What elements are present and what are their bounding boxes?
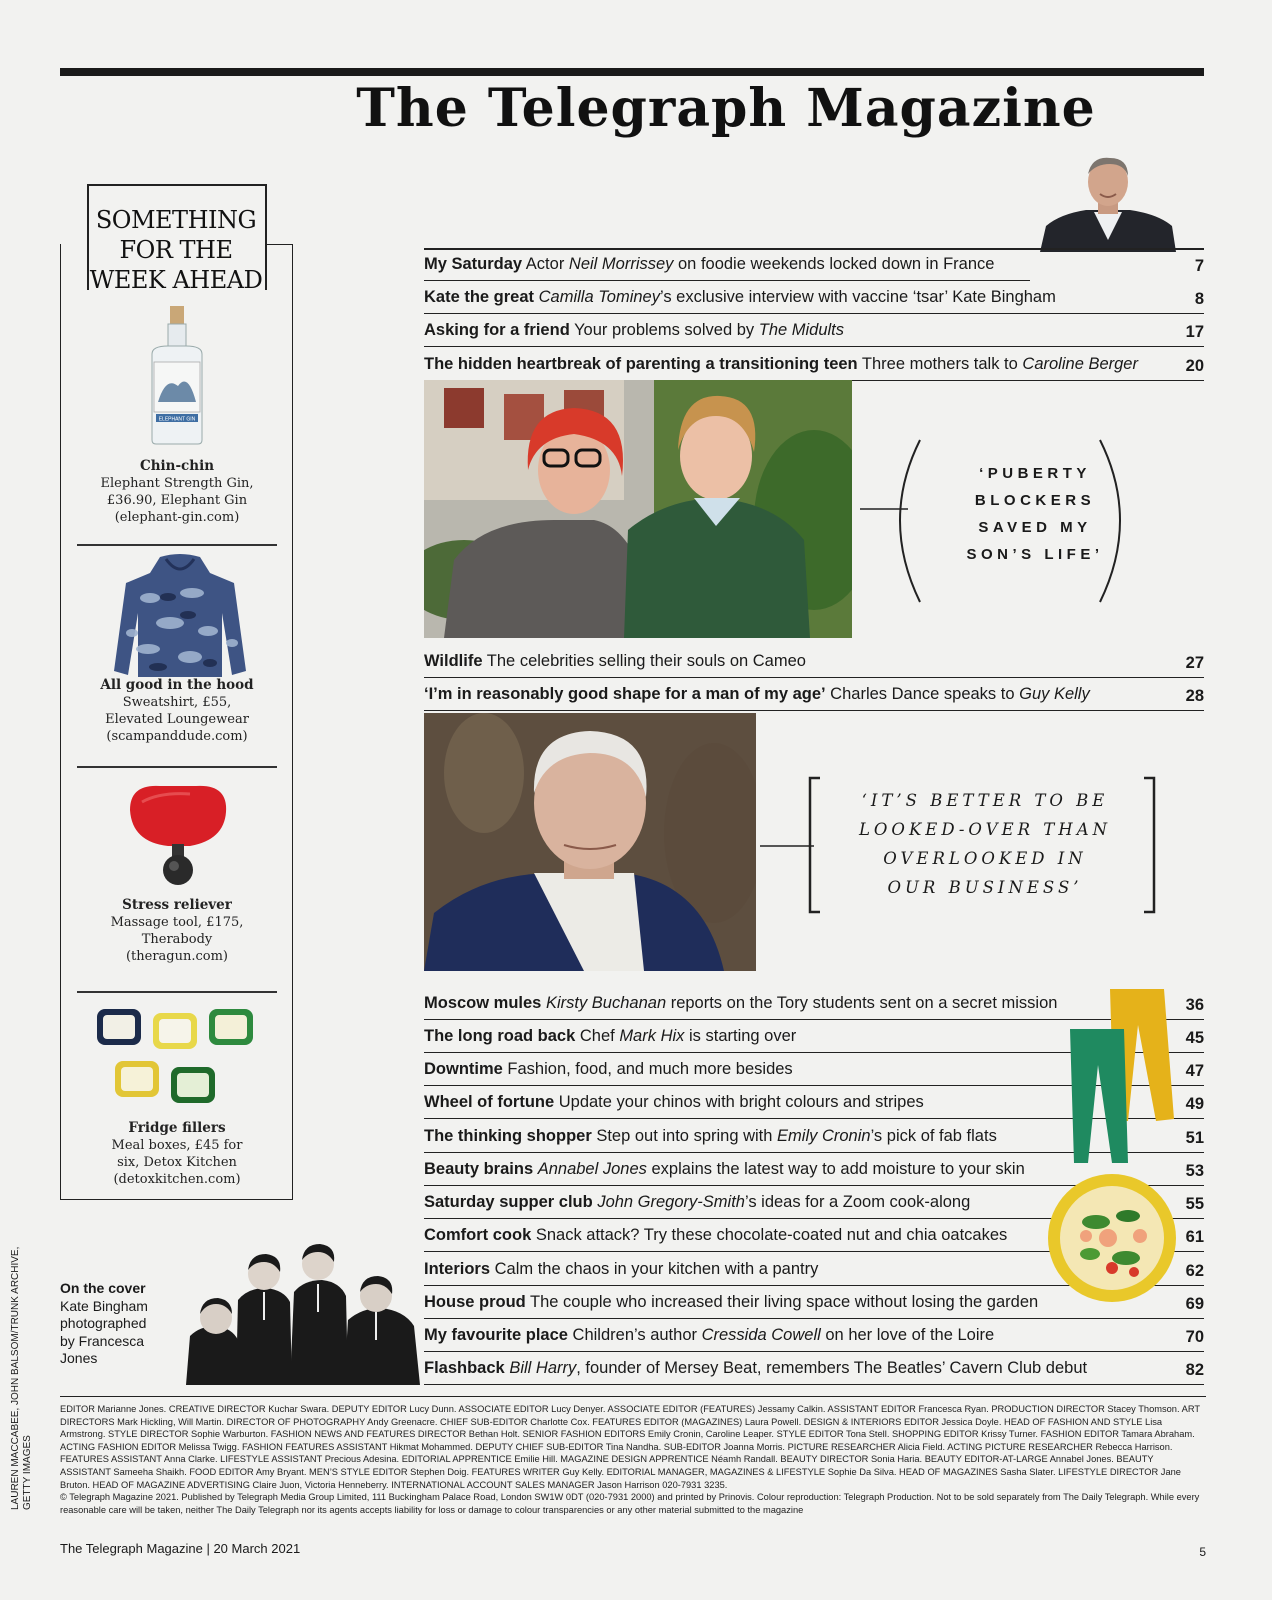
sidebar-divider	[77, 766, 277, 768]
entry-page-number: 61	[1185, 1228, 1204, 1246]
entry-author: Mark Hix	[619, 1027, 685, 1045]
on-the-cover-caption	[60, 1280, 190, 1368]
photo-credit	[10, 1210, 34, 1510]
entry-desc-text: Chef	[575, 1027, 620, 1045]
sidebar-item-title: All good in the hood	[100, 677, 254, 693]
entry-title: My favourite place	[424, 1326, 568, 1344]
hoodie-image	[110, 553, 250, 683]
sidebar-divider	[77, 544, 277, 546]
cover-caption-line: by Francesca	[60, 1332, 145, 1349]
pullquote-line: OVERLOOKED IN	[883, 849, 1087, 868]
sidebar-item-title: Stress reliever	[122, 897, 232, 913]
sidebar-heading-line: FOR THE	[119, 236, 233, 264]
entry-desc-text: ’s exclusive interview with vaccine ‘tsar’ Kate Bingham	[659, 288, 1056, 306]
sidebar-item-line: Massage tool, £175,	[110, 915, 244, 930]
entry-page-number: 47	[1185, 1062, 1204, 1080]
pullquote-puberty-blockers	[922, 450, 1148, 590]
entry-title: Kate the great	[424, 288, 535, 306]
entry-author: Caroline Berger	[1022, 355, 1138, 373]
massage-gun-image	[120, 780, 235, 890]
salad-bowl-image	[1046, 1172, 1178, 1304]
cover-caption-line: Jones	[60, 1350, 98, 1366]
entry-description	[522, 255, 994, 273]
entry-description	[534, 288, 1056, 306]
meal-boxes-image	[95, 1005, 265, 1115]
sidebar-item-title: Fridge fillers	[128, 1120, 226, 1136]
sidebar-item	[77, 1120, 277, 1188]
sidebar-item	[77, 677, 277, 745]
sidebar-item-line: (theragun.com)	[125, 949, 229, 964]
footer-publication-date: The Telegraph Magazine | 20 March 2021	[60, 1541, 301, 1556]
pullquote-line: ‘IT’S BETTER TO BE	[861, 791, 1109, 810]
entry-description	[570, 321, 844, 339]
entry-desc-text: Your problems solved by	[569, 321, 759, 339]
entry-desc-text: is starting over	[684, 1027, 797, 1045]
entry-page-number: 17	[1185, 323, 1204, 341]
sidebar-item-line: (detoxkitchen.com)	[113, 1172, 241, 1187]
photo-credit-line: LAUREN MACCABEE, JOHN BALSOM/TRUNK ARCHIVE,	[10, 1246, 21, 1510]
entry-page-number: 7	[1194, 257, 1204, 275]
entry-page-number: 28	[1185, 687, 1204, 705]
masthead-title: The Telegraph Magazine	[356, 78, 1096, 139]
entry-title: Comfort cook	[424, 1226, 532, 1244]
entry-desc-text: The celebrities selling their souls on Cameo	[482, 652, 806, 670]
sidebar-item-line: Sweatshirt, £55,	[122, 695, 232, 710]
contents-entry[interactable]	[424, 282, 1204, 314]
sidebar-item	[77, 458, 277, 526]
cover-caption-line: Kate Bingham	[60, 1297, 148, 1314]
entry-description	[526, 1293, 1038, 1311]
sidebar-divider	[77, 991, 277, 993]
entry-title: Flashback	[424, 1359, 505, 1377]
entry-title: Saturday supper club	[424, 1193, 593, 1211]
entry-title: Moscow mules	[424, 994, 542, 1012]
entry-desc-text: Children’s author	[567, 1326, 702, 1344]
entry-title: The hidden heartbreak of parenting a transitioning teen	[424, 355, 858, 373]
pullquote-line: ‘PUBERTY	[979, 465, 1091, 482]
entry-description	[503, 1060, 793, 1078]
pullquote-line: SON’S LIFE’	[966, 546, 1104, 563]
entry-page-number: 49	[1185, 1095, 1204, 1113]
entry-desc-text: Actor	[522, 255, 569, 273]
entry-page-number: 69	[1185, 1295, 1204, 1313]
entry-description	[592, 1127, 997, 1145]
entry-title: Interiors	[424, 1260, 491, 1278]
entry-description	[575, 1027, 796, 1045]
entry-desc-text: Update your chinos with bright colours and stripes	[554, 1093, 924, 1111]
entry-title: The thinking shopper	[424, 1127, 592, 1145]
sidebar-item-line: Therabody	[141, 932, 213, 947]
entry-page-number: 51	[1185, 1129, 1204, 1147]
sidebar-item	[77, 897, 277, 965]
entry-page-number: 20	[1185, 357, 1204, 375]
entry-page-number: 62	[1185, 1262, 1204, 1280]
entry-desc-text: The couple who increased their living space without losing the garden	[525, 1293, 1039, 1311]
entry-page-number: 8	[1194, 290, 1204, 308]
entry-description	[490, 1260, 818, 1278]
sidebar-item-line: (scampanddude.com)	[106, 729, 248, 744]
entry-desc-text: Step out into spring with	[591, 1127, 778, 1145]
legal-notice: © Telegraph Magazine 2021. Published by Telegraph Media Group Limited, 111 Buckingham Palace Road, London SW1W 0DT (020-7931 2000) and printed by Prinovis. Colour reproduction: Telegraph Production. Not to be sold separately from The Daily Telegraph. While every reasonable care will be taken, neither The Daily Telegraph nor its agents accepts liability for loss or damage to colour transparencies or any other material submitted to the magazine	[60, 1492, 1200, 1515]
contents-entry[interactable]	[424, 646, 1204, 678]
entry-page-number: 70	[1185, 1328, 1204, 1346]
sidebar-item-title: Chin-chin	[139, 458, 215, 474]
cover-caption-title: On the cover	[60, 1280, 146, 1296]
sidebar-item-line: Elevated Loungewear	[105, 712, 249, 727]
entry-description	[531, 1226, 1007, 1244]
pullquote-line: LOOKED-OVER THAN	[858, 820, 1112, 839]
entry-description	[541, 994, 1057, 1012]
cover-caption-line: photographed	[60, 1315, 147, 1331]
entry-description	[858, 355, 1138, 373]
photo-credit-line: GETTY IMAGES	[22, 1435, 33, 1510]
contents-entry[interactable]	[424, 249, 1204, 281]
entry-title: Beauty brains	[424, 1160, 534, 1178]
contents-entry[interactable]	[424, 679, 1204, 711]
entry-desc-text: Snack attack? Try these chocolate-coated nut and chia oatcakes	[531, 1226, 1008, 1244]
pullquote-line: OUR BUSINESS’	[887, 878, 1083, 897]
entry-description	[505, 1359, 1087, 1377]
entry-desc-text: explains the latest way to add moisture to your skin	[646, 1160, 1025, 1178]
entry-author: Annabel Jones	[537, 1160, 647, 1178]
entry-author: Camilla Tominey	[538, 288, 660, 306]
gin-label-text: ELEPHANT GIN	[158, 416, 196, 423]
entry-desc-text: on foodie weekends locked down in France	[673, 255, 995, 273]
entry-author: Emily Cronin	[777, 1127, 871, 1145]
sidebar-box-corner	[267, 244, 293, 264]
beatles-photo	[186, 1240, 426, 1385]
contents-entry[interactable]	[424, 315, 1204, 347]
entry-author: Bill Harry	[509, 1359, 577, 1377]
entry-title: House proud	[424, 1293, 526, 1311]
contents-entry[interactable]	[424, 1320, 1204, 1352]
entry-author: Neil Morrissey	[568, 255, 674, 273]
entry-page-number: 27	[1185, 654, 1204, 672]
entry-author: Cressida Cowell	[701, 1326, 821, 1344]
entry-page-number: 53	[1185, 1162, 1204, 1180]
entry-title: Wheel of fortune	[424, 1093, 555, 1111]
contents-entry[interactable]	[424, 349, 1204, 381]
sidebar-item-line: Meal boxes, £45 for	[111, 1138, 243, 1153]
sidebar-item-line: (elephant-gin.com)	[114, 510, 240, 525]
entry-author: John Gregory-Smith	[597, 1193, 745, 1211]
pullquote-line: BLOCKERS	[974, 492, 1096, 509]
entry-desc-text: , founder of Mersey Beat, remembers The Beatles’ Cavern Club debut	[576, 1359, 1088, 1377]
entry-desc-text: ’s ideas for a Zoom cook-along	[744, 1193, 971, 1211]
entry-desc-text: Calm the chaos in your kitchen with a pantry	[490, 1260, 819, 1278]
charles-dance-photo	[424, 713, 756, 971]
entry-title: ‘I’m in reasonably good shape for a man of my age’	[424, 685, 826, 703]
pullquote-line: SAVED MY	[978, 519, 1092, 536]
mother-and-son-photo	[424, 380, 852, 638]
sidebar-item-line: six, Detox Kitchen	[117, 1155, 237, 1170]
sidebar-heading	[86, 205, 266, 295]
entry-desc-text: Fashion, food, and much more besides	[502, 1060, 793, 1078]
entry-page-number: 82	[1185, 1361, 1204, 1379]
entry-description	[483, 652, 806, 670]
sidebar-heading-line: SOMETHING	[95, 206, 257, 234]
entry-desc-text: on her love of the Loire	[820, 1326, 995, 1344]
entry-description	[554, 1093, 924, 1111]
entry-page-number: 55	[1185, 1195, 1204, 1213]
entry-page-number: 36	[1185, 996, 1204, 1014]
neil-morrissey-photo	[1040, 156, 1176, 252]
entry-title: My Saturday	[424, 255, 523, 273]
staff-credits	[60, 1396, 1206, 1516]
entry-description	[568, 1326, 994, 1344]
gin-bottle-image	[142, 306, 212, 446]
entry-desc-text: ’s pick of fab flats	[870, 1127, 997, 1145]
entry-author: The Midults	[758, 321, 845, 339]
sidebar-item-line: Elephant Strength Gin,	[100, 476, 254, 491]
page-number: 5	[1199, 1545, 1206, 1559]
entry-author: Kirsty Buchanan	[545, 994, 667, 1012]
entry-description	[533, 1160, 1025, 1178]
top-rule	[60, 68, 1204, 76]
staff-list: EDITOR Marianne Jones. CREATIVE DIRECTOR Kuchar Swara. DEPUTY EDITOR Lucy Dunn. ASSOCIATE EDITOR Lucy Denyer. ASSOCIATE EDITOR (FEATURES) Jessamy Calkin. ASSISTANT EDITOR Francesca Ryan. PRODUCTION DIRECTOR Stacey Thomson. ART DIRECTORS Mark Hickling, Will Martin. DIRECTOR OF PHOTOGRAPHY Andy Greenacre. CHIEF SUB-EDITOR Charlotte Cox. FEATURES EDITOR (MAGAZINES) Laura Powell. DESIGN & INTERIORS EDITOR Jessica Doyle. HEAD OF FASHION AND STYLE Lisa Armstrong. STYLE DIRECTOR Sophie Warburton. FASHION NEWS AND FEATURES DIRECTOR Bethan Holt. SENIOR FASHION EDITORS Emily Cronin, Caroline Leaper. STYLE EDITOR Tona Stell. SHOPPING EDITOR Krissy Turner. FASHION EDITOR Tamara Abraham. ACTING FASHION EDITOR Melissa Twigg. FASHION FEATURES ASSISTANT Hikmat Mohammed. DEPUTY CHIEF SUB-EDITOR Tina Nandha. SUB-EDITOR Joanna Morris. PICTURE RESEARCHER Alicia Field. ACTING PICTURE RESEARCHER Rebecca Harrison. FEATURES ASSISTANT Anna Clarke. LIFESTYLE ASSISTANT Precious Adesina. EDITORIAL APPRENTICE Emilie Hill. MAGAZINE DESIGN APPRENTICE Néamh Randall. BEAUTY DIRECTOR Sonia Haria. BEAUTY EDITOR-AT-LARGE Annabel Jones. BEAUTY ASSISTANT Sameeha Shaikh. FOOD EDITOR Amy Bryant. MEN’S STYLE EDITOR Stephen Doig. FEATURES WRITER Guy Kelly. EDITORIAL MANAGER, MAGAZINES & LIFESTYLE Sophie Da Silva. HEAD OF MAGAZINES Sasha Slater. LIFESTYLE DIRECTOR Jane Bruton. HEAD OF MAGAZINE ADVERTISING Claire Juon, Victoria Henneberry. INTERNATIONAL ACCOUNT SALES MANAGER Jason Harrison 020-7931 3235.	[60, 1404, 1200, 1490]
entry-desc-text: Three mothers talk to	[857, 355, 1023, 373]
contents-entry[interactable]	[424, 1353, 1204, 1385]
entry-desc-text: Charles Dance speaks to	[825, 685, 1020, 703]
pullquote-better-to-be-looked-over	[820, 782, 1150, 910]
entry-desc-text: reports on the Tory students sent on a secret mission	[666, 994, 1058, 1012]
chinos-image	[1066, 985, 1176, 1163]
sidebar-heading-line: WEEK AHEAD	[89, 266, 263, 294]
entry-title: Downtime	[424, 1060, 503, 1078]
sidebar-item-line: £36.90, Elephant Gin	[106, 493, 248, 508]
entry-description	[593, 1193, 971, 1211]
entry-title: The long road back	[424, 1027, 576, 1045]
entry-title: Asking for a friend	[424, 321, 570, 339]
entry-author: Guy Kelly	[1019, 685, 1090, 703]
entry-page-number: 45	[1185, 1029, 1204, 1047]
entry-title: Wildlife	[424, 652, 483, 670]
entry-description	[826, 685, 1090, 703]
